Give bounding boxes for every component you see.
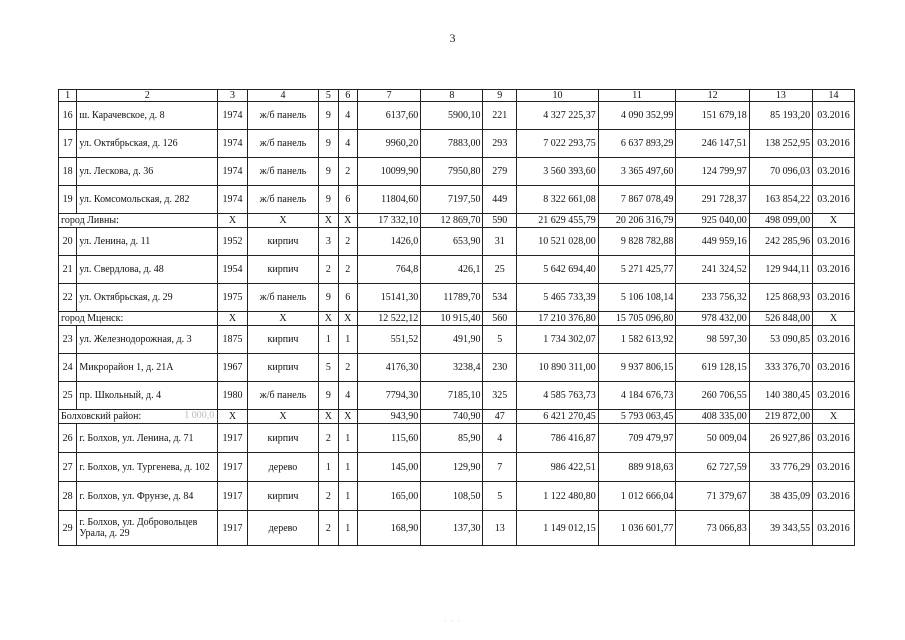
material-cell: кирпич [247, 326, 318, 354]
residents-cell: 5 [483, 326, 517, 354]
table-row [59, 284, 855, 312]
cost-local-cell: 219 872,00 [749, 410, 812, 424]
area-total-cell: 11804,60 [357, 186, 420, 214]
cost-fund-cell: 6 637 893,29 [598, 130, 676, 158]
cost-fund-cell: 5 106 108,14 [598, 284, 676, 312]
table-row [59, 186, 855, 214]
cost-total-cell: 4 327 225,37 [517, 102, 599, 130]
material-cell: ж/б панель [247, 186, 318, 214]
address-text: ул. Октябрьская, д. 126 [79, 138, 178, 149]
column-number-12: 12 [676, 90, 749, 102]
address-cell [77, 511, 218, 546]
material-cell: дерево [247, 453, 318, 482]
cost-fund-cell: 1 012 666,04 [598, 482, 676, 511]
deadline-cell: X [813, 410, 855, 424]
cost-region-cell: 50 009,04 [676, 424, 749, 453]
row-number-cell: 20 [59, 228, 77, 256]
address-text: ул. Свердлова, д. 48 [79, 264, 164, 275]
row-number-cell: 17 [59, 130, 77, 158]
area-living-cell: 7950,80 [421, 158, 483, 186]
cost-local-cell: 242 285,96 [749, 228, 812, 256]
cost-fund-cell: 4 184 676,73 [598, 382, 676, 410]
cost-region-cell: 62 727,59 [676, 453, 749, 482]
address-text: ул. Лескова, д. 36 [79, 166, 154, 177]
cost-region-cell: 246 147,51 [676, 130, 749, 158]
area-total-cell: 12 522,12 [357, 312, 420, 326]
entrances-cell: X [338, 312, 357, 326]
cost-fund-cell: 5 271 425,77 [598, 256, 676, 284]
entrances-cell: 2 [338, 158, 357, 186]
row-number-cell: 26 [59, 424, 77, 453]
entrances-cell: 6 [338, 284, 357, 312]
column-number-8: 8 [421, 90, 483, 102]
cost-total-cell: 786 416,87 [517, 424, 599, 453]
cost-region-cell: 241 324,52 [676, 256, 749, 284]
year-cell: 1974 [218, 186, 248, 214]
deadline-cell: X [813, 312, 855, 326]
table-row [59, 158, 855, 186]
address-cell [77, 354, 218, 382]
cost-total-cell: 10 521 028,00 [517, 228, 599, 256]
cost-fund-cell: 4 090 352,99 [598, 102, 676, 130]
column-number-7: 7 [357, 90, 420, 102]
entrances-cell: 1 [338, 326, 357, 354]
cost-fund-cell: 9 828 782,88 [598, 228, 676, 256]
address-cell [77, 102, 218, 130]
cost-local-cell: 138 252,95 [749, 130, 812, 158]
cost-region-cell: 73 066,83 [676, 511, 749, 546]
year-cell: 1952 [218, 228, 248, 256]
column-number-3: 3 [218, 90, 248, 102]
group-name-cell [59, 214, 218, 228]
table-row [59, 102, 855, 130]
material-cell: кирпич [247, 228, 318, 256]
address-text: г. Болхов, ул. Тургенева, д. 102 [79, 461, 210, 473]
floors-cell: 9 [319, 102, 338, 130]
address-cell [77, 186, 218, 214]
material-cell: ж/б панель [247, 102, 318, 130]
area-total-cell: 165,00 [357, 482, 420, 511]
row-number-cell: 28 [59, 482, 77, 511]
address-cell [77, 424, 218, 453]
area-living-cell: 108,50 [421, 482, 483, 511]
material-cell: ж/б панель [247, 284, 318, 312]
area-living-cell: 491,90 [421, 326, 483, 354]
floors-cell: 9 [319, 284, 338, 312]
deadline-cell: 03.2016 [813, 158, 855, 186]
area-total-cell: 943,90 [357, 410, 420, 424]
residents-cell: 230 [483, 354, 517, 382]
cost-total-cell: 4 585 763,73 [517, 382, 599, 410]
material-cell: кирпич [247, 354, 318, 382]
year-cell: 1974 [218, 158, 248, 186]
cost-region-cell: 291 728,37 [676, 186, 749, 214]
cost-fund-cell: 1 582 613,92 [598, 326, 676, 354]
year-cell: 1917 [218, 424, 248, 453]
cost-fund-cell: 1 036 601,77 [598, 511, 676, 546]
cost-fund-cell: 709 479,97 [598, 424, 676, 453]
table-row [59, 130, 855, 158]
area-living-cell: 129,90 [421, 453, 483, 482]
residents-cell: 279 [483, 158, 517, 186]
cost-local-cell: 26 927,86 [749, 424, 812, 453]
cost-total-cell: 10 890 311,00 [517, 354, 599, 382]
table-row [59, 382, 855, 410]
material-cell: ж/б панель [247, 382, 318, 410]
cost-fund-cell: 20 206 316,79 [598, 214, 676, 228]
area-total-cell: 6137,60 [357, 102, 420, 130]
cost-local-cell: 85 193,20 [749, 102, 812, 130]
area-living-cell: 137,30 [421, 511, 483, 546]
address-cell [77, 382, 218, 410]
year-cell: 1975 [218, 284, 248, 312]
cost-local-cell: 125 868,93 [749, 284, 812, 312]
area-total-cell: 10099,90 [357, 158, 420, 186]
entrances-cell: X [338, 214, 357, 228]
cost-total-cell: 17 210 376,80 [517, 312, 599, 326]
address-cell [77, 256, 218, 284]
row-number-cell: 19 [59, 186, 77, 214]
material-cell: ж/б панель [247, 158, 318, 186]
entrances-cell: 2 [338, 256, 357, 284]
year-cell: 1980 [218, 382, 248, 410]
column-number-13: 13 [749, 90, 812, 102]
deadline-cell: 03.2016 [813, 354, 855, 382]
floors-cell: 2 [319, 256, 338, 284]
row-number-cell: 27 [59, 453, 77, 482]
area-total-cell: 4176,30 [357, 354, 420, 382]
address-text: ул. Октябрьская, д. 29 [79, 292, 173, 303]
cost-local-cell: 33 776,29 [749, 453, 812, 482]
address-cell [77, 453, 218, 482]
cost-region-cell: 978 432,00 [676, 312, 749, 326]
deadline-cell: 03.2016 [813, 284, 855, 312]
row-number-cell: 21 [59, 256, 77, 284]
area-living-cell: 3238,4 [421, 354, 483, 382]
area-living-cell: 7197,50 [421, 186, 483, 214]
deadline-cell: 03.2016 [813, 130, 855, 158]
material-cell: X [247, 410, 318, 424]
entrances-cell: 4 [338, 382, 357, 410]
year-cell: 1974 [218, 102, 248, 130]
area-total-cell: 17 332,10 [357, 214, 420, 228]
floors-cell: 2 [319, 511, 338, 546]
cost-total-cell: 1 122 480,80 [517, 482, 599, 511]
table-body [59, 90, 855, 546]
cost-fund-cell: 3 365 497,60 [598, 158, 676, 186]
entrances-cell: 1 [338, 453, 357, 482]
table-row [59, 453, 855, 482]
residents-cell: 47 [483, 410, 517, 424]
residents-cell: 534 [483, 284, 517, 312]
deadline-cell: X [813, 214, 855, 228]
year-cell: 1974 [218, 130, 248, 158]
year-cell: X [218, 410, 248, 424]
year-cell: X [218, 214, 248, 228]
area-total-cell: 1426,0 [357, 228, 420, 256]
residents-cell: 221 [483, 102, 517, 130]
area-living-cell: 10 915,40 [421, 312, 483, 326]
area-total-cell: 9960,20 [357, 130, 420, 158]
group-inline-value: 1 000,0 [184, 410, 215, 421]
entrances-cell: 1 [338, 482, 357, 511]
row-number-cell: 22 [59, 284, 77, 312]
year-cell: 1917 [218, 482, 248, 511]
floors-cell: 2 [319, 424, 338, 453]
area-total-cell: 7794,30 [357, 382, 420, 410]
area-total-cell: 551,52 [357, 326, 420, 354]
area-living-cell: 11789,70 [421, 284, 483, 312]
cost-total-cell: 7 022 293,75 [517, 130, 599, 158]
cost-total-cell: 1 149 012,15 [517, 511, 599, 546]
table-row [59, 326, 855, 354]
address-text: ул. Комсомольская, д. 282 [79, 194, 190, 205]
area-total-cell: 115,60 [357, 424, 420, 453]
cost-total-cell: 8 322 661,08 [517, 186, 599, 214]
residents-cell: 293 [483, 130, 517, 158]
entrances-cell: 2 [338, 228, 357, 256]
cost-total-cell: 3 560 393,60 [517, 158, 599, 186]
cost-total-cell: 6 421 270,45 [517, 410, 599, 424]
deadline-cell: 03.2016 [813, 453, 855, 482]
floors-cell: X [319, 410, 338, 424]
cost-local-cell: 129 944,11 [749, 256, 812, 284]
cost-total-cell: 5 465 733,39 [517, 284, 599, 312]
floors-cell: 9 [319, 186, 338, 214]
residents-cell: 31 [483, 228, 517, 256]
bottom-mark: · · · [444, 617, 461, 626]
residents-cell: 449 [483, 186, 517, 214]
area-living-cell: 653,90 [421, 228, 483, 256]
housing-registry-table [58, 89, 855, 546]
address-cell [77, 130, 218, 158]
year-cell: X [218, 312, 248, 326]
entrances-cell: 1 [338, 424, 357, 453]
floors-cell: 3 [319, 228, 338, 256]
address-cell [77, 482, 218, 511]
area-living-cell: 12 869,70 [421, 214, 483, 228]
group-name-cell [59, 312, 218, 326]
address-text: ш. Карачевское, д. 8 [79, 110, 165, 121]
cost-region-cell: 260 706,55 [676, 382, 749, 410]
cost-local-cell: 526 848,00 [749, 312, 812, 326]
cost-total-cell: 5 642 694,40 [517, 256, 599, 284]
group-name: Болховский район: [61, 411, 142, 422]
floors-cell: 1 [319, 326, 338, 354]
area-total-cell: 168,90 [357, 511, 420, 546]
area-living-cell: 5900,10 [421, 102, 483, 130]
floors-cell: 9 [319, 130, 338, 158]
group-name: город Ливны: [61, 215, 119, 226]
column-number-6: 6 [338, 90, 357, 102]
table-row [59, 228, 855, 256]
address-cell [77, 228, 218, 256]
cost-local-cell: 498 099,00 [749, 214, 812, 228]
table-row [59, 424, 855, 453]
table-row [59, 511, 855, 546]
area-living-cell: 7185,10 [421, 382, 483, 410]
cost-fund-cell: 889 918,63 [598, 453, 676, 482]
material-cell: дерево [247, 511, 318, 546]
cost-region-cell: 619 128,15 [676, 354, 749, 382]
column-number-row [59, 90, 855, 102]
floors-cell: 2 [319, 482, 338, 511]
floors-cell: 9 [319, 382, 338, 410]
column-number-11: 11 [598, 90, 676, 102]
area-living-cell: 740,90 [421, 410, 483, 424]
address-text: ул. Железнодорожная, д. 3 [79, 334, 192, 345]
group-name: город Мценск: [61, 313, 124, 324]
column-number-9: 9 [483, 90, 517, 102]
material-cell: X [247, 214, 318, 228]
group-subtotal-row [59, 410, 855, 424]
residents-cell: 560 [483, 312, 517, 326]
cost-fund-cell: 15 705 096,80 [598, 312, 676, 326]
address-cell [77, 158, 218, 186]
row-number-cell: 29 [59, 511, 77, 546]
group-name-cell [59, 410, 218, 424]
residents-cell: 25 [483, 256, 517, 284]
cost-fund-cell: 9 937 806,15 [598, 354, 676, 382]
floors-cell: 1 [319, 453, 338, 482]
deadline-cell: 03.2016 [813, 326, 855, 354]
group-subtotal-row [59, 312, 855, 326]
column-number-14: 14 [813, 90, 855, 102]
material-cell: кирпич [247, 424, 318, 453]
table-row [59, 256, 855, 284]
row-number-cell: 24 [59, 354, 77, 382]
year-cell: 1954 [218, 256, 248, 284]
area-living-cell: 426,1 [421, 256, 483, 284]
address-text: ул. Ленина, д. 11 [79, 236, 151, 247]
floors-cell: 5 [319, 354, 338, 382]
entrances-cell: 4 [338, 102, 357, 130]
entrances-cell: 1 [338, 511, 357, 546]
deadline-cell: 03.2016 [813, 482, 855, 511]
material-cell: кирпич [247, 256, 318, 284]
residents-cell: 7 [483, 453, 517, 482]
deadline-cell: 03.2016 [813, 424, 855, 453]
cost-region-cell: 124 799,97 [676, 158, 749, 186]
address-text: г. Болхов, ул. Фрунзе, д. 84 [79, 490, 194, 502]
year-cell: 1875 [218, 326, 248, 354]
cost-region-cell: 233 756,32 [676, 284, 749, 312]
floors-cell: X [319, 312, 338, 326]
year-cell: 1967 [218, 354, 248, 382]
cost-region-cell: 408 335,00 [676, 410, 749, 424]
deadline-cell: 03.2016 [813, 256, 855, 284]
residents-cell: 590 [483, 214, 517, 228]
address-text: Микрорайон 1, д. 21А [79, 362, 174, 373]
material-cell: кирпич [247, 482, 318, 511]
area-living-cell: 85,90 [421, 424, 483, 453]
address-cell [77, 326, 218, 354]
area-total-cell: 145,00 [357, 453, 420, 482]
cost-region-cell: 449 959,16 [676, 228, 749, 256]
table-row [59, 482, 855, 511]
page-number: 3 [449, 31, 456, 45]
address-text: г. Болхов, ул. Добровольцев Урала, д. 29 [79, 517, 198, 539]
cost-local-cell: 53 090,85 [749, 326, 812, 354]
row-number-cell: 25 [59, 382, 77, 410]
area-living-cell: 7883,00 [421, 130, 483, 158]
column-number-2: 2 [77, 90, 218, 102]
column-number-4: 4 [247, 90, 318, 102]
area-total-cell: 15141,30 [357, 284, 420, 312]
deadline-cell: 03.2016 [813, 228, 855, 256]
address-cell [77, 284, 218, 312]
cost-total-cell: 21 629 455,79 [517, 214, 599, 228]
table-row [59, 354, 855, 382]
residents-cell: 325 [483, 382, 517, 410]
address-text: пр. Школьный, д. 4 [79, 390, 162, 401]
cost-region-cell: 925 040,00 [676, 214, 749, 228]
year-cell: 1917 [218, 511, 248, 546]
cost-region-cell: 71 379,67 [676, 482, 749, 511]
cost-local-cell: 333 376,70 [749, 354, 812, 382]
year-cell: 1917 [218, 453, 248, 482]
floors-cell: X [319, 214, 338, 228]
cost-local-cell: 163 854,22 [749, 186, 812, 214]
entrances-cell: 4 [338, 130, 357, 158]
entrances-cell: 6 [338, 186, 357, 214]
cost-total-cell: 986 422,51 [517, 453, 599, 482]
group-subtotal-row [59, 214, 855, 228]
residents-cell: 4 [483, 424, 517, 453]
row-number-cell: 16 [59, 102, 77, 130]
area-total-cell: 764,8 [357, 256, 420, 284]
row-number-cell: 23 [59, 326, 77, 354]
entrances-cell: X [338, 410, 357, 424]
cost-fund-cell: 5 793 063,45 [598, 410, 676, 424]
material-cell: ж/б панель [247, 130, 318, 158]
column-number-5: 5 [319, 90, 338, 102]
cost-local-cell: 70 096,03 [749, 158, 812, 186]
deadline-cell: 03.2016 [813, 511, 855, 546]
deadline-cell: 03.2016 [813, 186, 855, 214]
address-text: г. Болхов, ул. Ленина, д. 71 [79, 432, 194, 444]
cost-total-cell: 1 734 302,07 [517, 326, 599, 354]
deadline-cell: 03.2016 [813, 382, 855, 410]
residents-cell: 5 [483, 482, 517, 511]
material-cell: X [247, 312, 318, 326]
cost-local-cell: 39 343,55 [749, 511, 812, 546]
cost-local-cell: 140 380,45 [749, 382, 812, 410]
deadline-cell: 03.2016 [813, 102, 855, 130]
cost-region-cell: 98 597,30 [676, 326, 749, 354]
cost-fund-cell: 7 867 078,49 [598, 186, 676, 214]
residents-cell: 13 [483, 511, 517, 546]
row-number-cell: 18 [59, 158, 77, 186]
cost-local-cell: 38 435,09 [749, 482, 812, 511]
floors-cell: 9 [319, 158, 338, 186]
entrances-cell: 2 [338, 354, 357, 382]
column-number-1: 1 [59, 90, 77, 102]
column-number-10: 10 [517, 90, 599, 102]
cost-region-cell: 151 679,18 [676, 102, 749, 130]
